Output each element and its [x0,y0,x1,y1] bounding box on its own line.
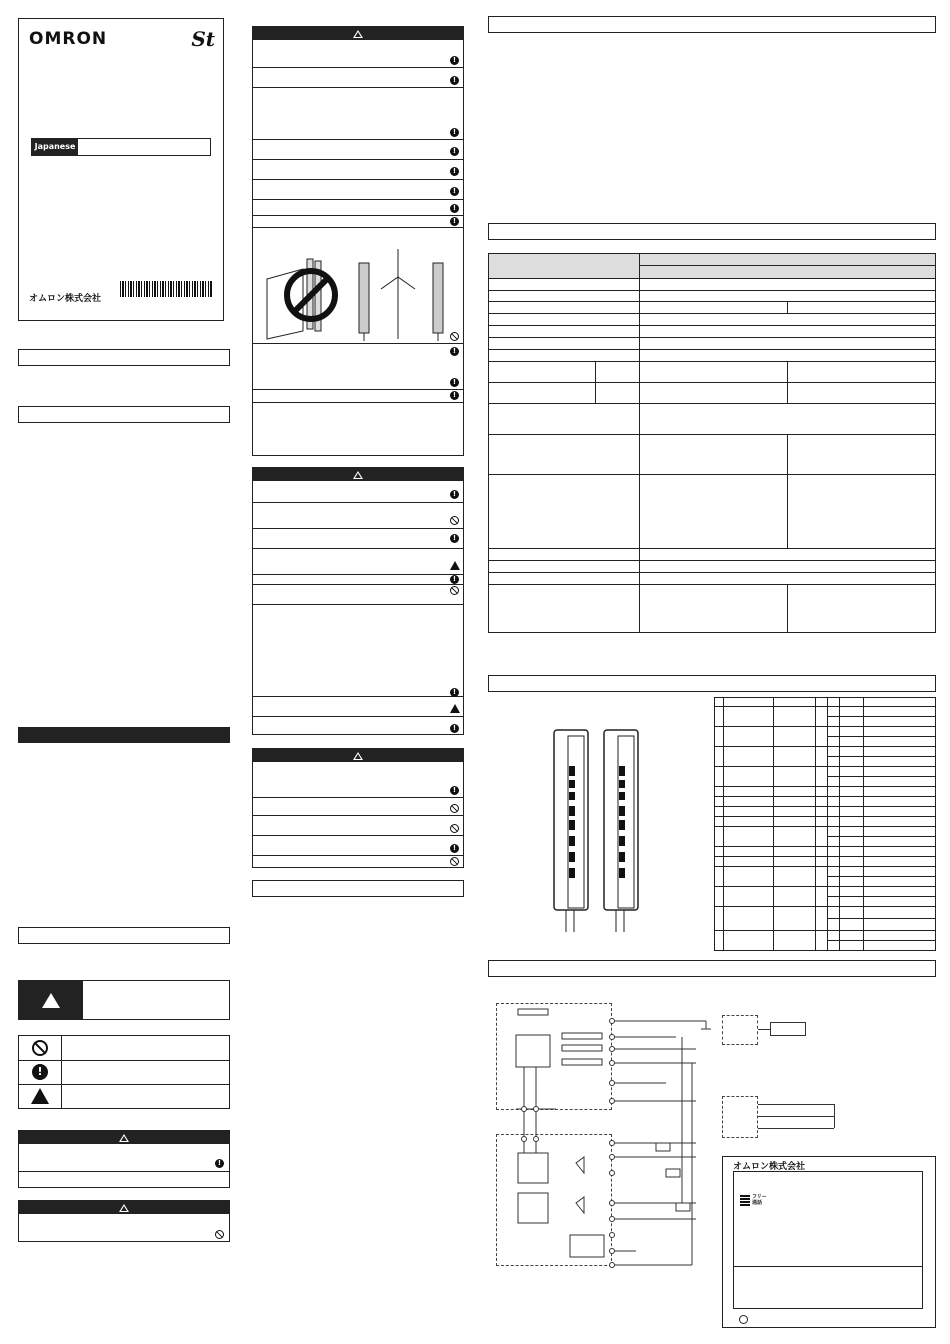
warning-triangle-icon [353,471,363,479]
exclamation-circle-icon: ! [450,187,459,196]
exclamation-circle-icon: ! [450,724,459,733]
cover-panel [18,18,224,321]
section-header-3 [18,927,230,944]
section-header-1 [18,349,230,366]
spec-table [488,253,936,633]
output-box-a [722,1015,758,1045]
signal-word-black [19,981,83,1019]
section-header-specs [488,223,936,240]
wiring-diagram [496,1003,716,1273]
symbol-legend [18,1035,230,1109]
warning-box-main [252,26,464,456]
language-bar [31,138,211,156]
prohibition-circle-icon [450,857,459,866]
exclamation-circle-icon: ! [215,1159,224,1168]
exclamation-circle-icon: ! [450,575,459,584]
exclamation-circle-icon: ! [450,490,459,499]
freedial-logo [740,1194,767,1206]
phone-icon [740,1194,750,1206]
warning-box-a [18,1130,230,1188]
warning-triangle-icon [42,993,60,1008]
section-header-wiring [488,960,936,977]
exclamation-circle-icon: ! [450,391,459,400]
warning-triangle-icon [119,1134,129,1142]
exclamation-circle-icon: ! [450,147,459,156]
sensor-illustration [552,728,644,934]
caution-triangle-icon [450,704,460,713]
signal-word-legend [18,980,230,1020]
exclamation-circle-icon: ! [450,347,459,356]
section-header-parts [488,675,936,692]
exclamation-circle-icon: ! [450,844,459,853]
warning-box-b [18,1200,230,1242]
prohibition-circle-icon [450,332,459,341]
section-header-4 [252,880,464,897]
indicator-table [714,697,936,951]
exclamation-circle-icon: ! [450,76,459,85]
exclamation-circle-icon: ! [450,56,459,65]
warning-triangle-icon [353,752,363,760]
warning-triangle-icon [119,1204,129,1212]
prohibition-circle-icon [450,516,459,525]
prohibition-circle-icon [450,804,459,813]
exclamation-circle-icon: ! [450,534,459,543]
output-box-b [722,1096,758,1138]
prohibition-circle-icon [215,1230,224,1239]
exclamation-circle-icon: ! [450,688,459,697]
brand-logo: OMRON [29,29,108,49]
prohibition-circle-icon [450,586,459,595]
exclamation-circle-icon: ! [32,1064,48,1080]
exclamation-circle-icon: ! [450,128,459,137]
caution-box-1 [252,467,464,735]
section-header-dark [18,727,230,743]
exclamation-circle-icon: ! [450,786,459,795]
freedial-label: フリー 通話 [752,1194,767,1206]
exclamation-circle-icon: ! [450,167,459,176]
load-box-a [770,1022,806,1036]
exclamation-circle-icon: ! [450,378,459,387]
language-tag: Japanese [32,139,78,155]
caution-triangle-icon [450,561,460,570]
recycle-circle-icon [739,1315,748,1324]
prohibition-circle-icon [450,824,459,833]
exclamation-circle-icon: ! [450,204,459,213]
st-mark: St [191,27,215,51]
electric-shock-icon [31,1088,49,1104]
caution-box-2 [252,748,464,868]
warning-triangle-icon [353,30,363,38]
barcode [120,281,212,297]
section-header-2 [18,406,230,423]
prohibition-circle-icon [32,1040,48,1056]
mounting-illustration [263,239,453,343]
company-name: オムロン株式会社 [29,294,102,304]
section-header-5 [488,16,936,33]
contact-panel [722,1156,936,1328]
exclamation-circle-icon: ! [450,217,459,226]
contact-company: オムロン株式会社 [733,1162,806,1172]
contact-inner-box [733,1171,923,1309]
